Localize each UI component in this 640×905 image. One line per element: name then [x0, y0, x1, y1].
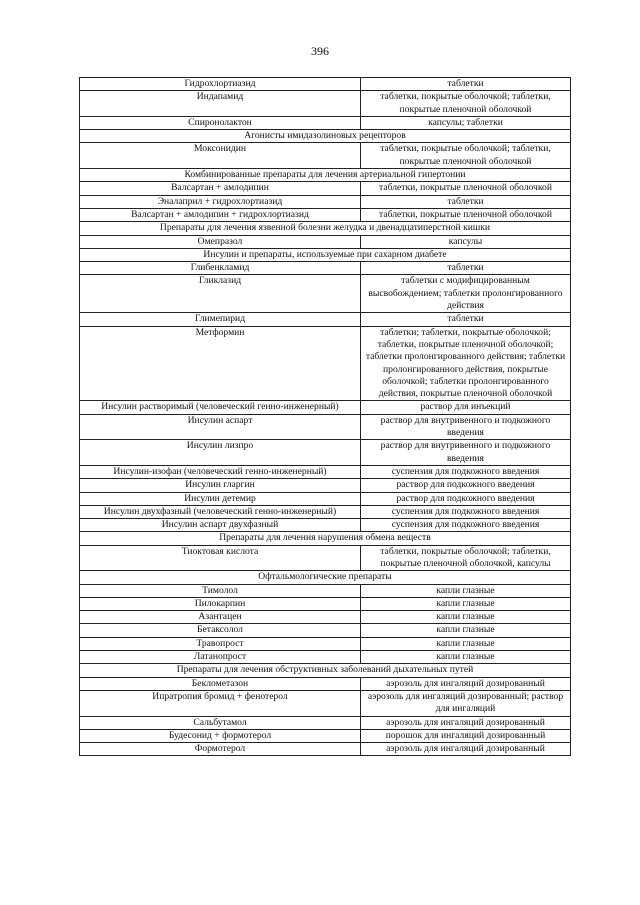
dosage-form-cell: раствор для подкожного введения — [361, 479, 571, 492]
dosage-form-cell: таблетки — [361, 78, 571, 91]
table-row — [80, 637, 571, 650]
drug-table — [79, 77, 571, 756]
section-title: Препараты для лечения нарушения обмена веществ — [80, 532, 571, 545]
dosage-form-cell: таблетки — [361, 195, 571, 208]
drug-name-cell: Индапамид — [80, 91, 361, 117]
section-header-row — [80, 130, 571, 143]
table-row — [80, 414, 571, 440]
drug-name-cell: Сальбутамол — [80, 716, 361, 729]
drug-name-cell: Формотерол — [80, 743, 361, 756]
drug-name-cell: Спиронолактон — [80, 116, 361, 129]
dosage-form-cell: раствор для инъекций — [361, 401, 571, 414]
dosage-form-cell: капли глазные — [361, 597, 571, 610]
drug-name-cell: Инсулин аспарт двухфазный — [80, 519, 361, 532]
dosage-form-cell: аэрозоль для ингаляций дозированный; раствор для ингаляций — [361, 690, 571, 716]
dosage-form-cell: таблетки — [361, 313, 571, 326]
section-title: Инсулин и препараты, используемые при сахарном диабете — [80, 248, 571, 261]
drug-name-cell: Травопрост — [80, 637, 361, 650]
dosage-form-cell: таблетки — [361, 262, 571, 275]
dosage-form-cell: раствор для внутривенного и подкожного введения — [361, 414, 571, 440]
drug-name-cell: Инсулин двухфазный (человеческий генно-инженерный) — [80, 505, 361, 518]
table-row — [80, 651, 571, 664]
section-title: Препараты для лечения язвенной болезни желудка и двенадцатиперстной кишки — [80, 222, 571, 235]
section-header-row — [80, 169, 571, 182]
section-header-row — [80, 571, 571, 584]
table-row — [80, 326, 571, 401]
drug-name-cell: Гликлазид — [80, 275, 361, 313]
table-row — [80, 479, 571, 492]
table-row — [80, 743, 571, 756]
drug-name-cell: Беклометазон — [80, 677, 361, 690]
drug-table-body — [80, 78, 571, 756]
dosage-form-cell: таблетки, покрытые оболочкой; таблетки, покрытые пленочной оболочкой, капсулы — [361, 545, 571, 571]
dosage-form-cell: суспензия для подкожного введения — [361, 519, 571, 532]
section-header-row — [80, 664, 571, 677]
dosage-form-cell: таблетки, покрытые оболочкой; таблетки, покрытые пленочной оболочкой — [361, 91, 571, 117]
dosage-form-cell: порошок для ингаляций дозированный — [361, 729, 571, 742]
drug-name-cell: Глимепирид — [80, 313, 361, 326]
dosage-form-cell: раствор для внутривенного и подкожного введения — [361, 440, 571, 466]
drug-name-cell: Инсулин растворимый (человеческий генно-инженерный) — [80, 401, 361, 414]
dosage-form-cell: капсулы; таблетки — [361, 116, 571, 129]
section-title: Комбинированные препараты для лечения артериальной гипертонии — [80, 169, 571, 182]
section-header-row — [80, 532, 571, 545]
table-row — [80, 195, 571, 208]
table-row — [80, 208, 571, 221]
table-row — [80, 465, 571, 478]
drug-name-cell: Валсартан + амлодипин + гидрохлортиазид — [80, 208, 361, 221]
drug-name-cell: Латанопрост — [80, 651, 361, 664]
dosage-form-cell: таблетки, покрытые оболочкой; таблетки, покрытые пленочной оболочкой — [361, 143, 571, 169]
table-row — [80, 545, 571, 571]
drug-name-cell: Гидрохлортиазид — [80, 78, 361, 91]
table-row — [80, 116, 571, 129]
drug-name-cell: Моксонидин — [80, 143, 361, 169]
dosage-form-cell: суспензия для подкожного введения — [361, 465, 571, 478]
drug-name-cell: Инсулин аспарт — [80, 414, 361, 440]
drug-name-cell: Азантацен — [80, 611, 361, 624]
section-title: Препараты для лечения обструктивных заболеваний дыхательных путей — [80, 664, 571, 677]
table-row — [80, 143, 571, 169]
section-title: Агонисты имидазолиновых рецепторов — [80, 130, 571, 143]
table-row — [80, 597, 571, 610]
dosage-form-cell: аэрозоль для ингаляций дозированный — [361, 743, 571, 756]
drug-name-cell: Инсулин гларгин — [80, 479, 361, 492]
table-row — [80, 690, 571, 716]
table-row — [80, 729, 571, 742]
table-row — [80, 401, 571, 414]
dosage-form-cell: таблетки, покрытые пленочной оболочкой — [361, 208, 571, 221]
dosage-form-cell: капли глазные — [361, 624, 571, 637]
table-row — [80, 262, 571, 275]
drug-name-cell: Тиоктовая кислота — [80, 545, 361, 571]
table-row — [80, 584, 571, 597]
drug-name-cell: Валсартан + амлодипин — [80, 182, 361, 195]
table-row — [80, 716, 571, 729]
table-row — [80, 275, 571, 313]
dosage-form-cell: капли глазные — [361, 651, 571, 664]
drug-name-cell: Эналаприл + гидрохлортиазид — [80, 195, 361, 208]
drug-name-cell: Бетаксолол — [80, 624, 361, 637]
table-row — [80, 677, 571, 690]
table-row — [80, 492, 571, 505]
dosage-form-cell: таблетки с модифицированным высвобождением; таблетки пролонгированного действия — [361, 275, 571, 313]
section-header-row — [80, 222, 571, 235]
drug-name-cell: Омепразол — [80, 235, 361, 248]
drug-name-cell: Тимолол — [80, 584, 361, 597]
dosage-form-cell: аэрозоль для ингаляций дозированный — [361, 677, 571, 690]
dosage-form-cell: таблетки; таблетки, покрытые оболочкой; таблетки, покрытые пленочной оболочкой; таблетки пролонгированного действия; таблетки пролонгированного действия, покрытые оболочкой; таблетки пролонгированного действия, покрытые пленочной оболочкой — [361, 326, 571, 401]
table-row — [80, 235, 571, 248]
drug-name-cell: Инсулин лизпро — [80, 440, 361, 466]
table-row — [80, 91, 571, 117]
table-row — [80, 182, 571, 195]
table-row — [80, 519, 571, 532]
drug-name-cell: Инсулин-изофан (человеческий генно-инженерный) — [80, 465, 361, 478]
table-row — [80, 440, 571, 466]
dosage-form-cell: таблетки, покрытые пленочной оболочкой — [361, 182, 571, 195]
table-row — [80, 313, 571, 326]
page-number: 396 — [311, 44, 329, 58]
dosage-form-cell: капсулы — [361, 235, 571, 248]
drug-name-cell: Будесонид + формотерол — [80, 729, 361, 742]
section-header-row — [80, 248, 571, 261]
table-row — [80, 505, 571, 518]
dosage-form-cell: капли глазные — [361, 584, 571, 597]
table-row — [80, 611, 571, 624]
table-row — [80, 624, 571, 637]
dosage-form-cell: капли глазные — [361, 611, 571, 624]
drug-name-cell: Пилокарпин — [80, 597, 361, 610]
dosage-form-cell: капли глазные — [361, 637, 571, 650]
drug-name-cell: Глибенкламид — [80, 262, 361, 275]
drug-name-cell: Ипратропия бромид + фенотерол — [80, 690, 361, 716]
section-title: Офтальмологические препараты — [80, 571, 571, 584]
drug-name-cell: Метформин — [80, 326, 361, 401]
dosage-form-cell: раствор для подкожного введения — [361, 492, 571, 505]
dosage-form-cell: аэрозоль для ингаляций дозированный — [361, 716, 571, 729]
drug-name-cell: Инсулин детемир — [80, 492, 361, 505]
table-row — [80, 78, 571, 91]
dosage-form-cell: суспензия для подкожного введения — [361, 505, 571, 518]
